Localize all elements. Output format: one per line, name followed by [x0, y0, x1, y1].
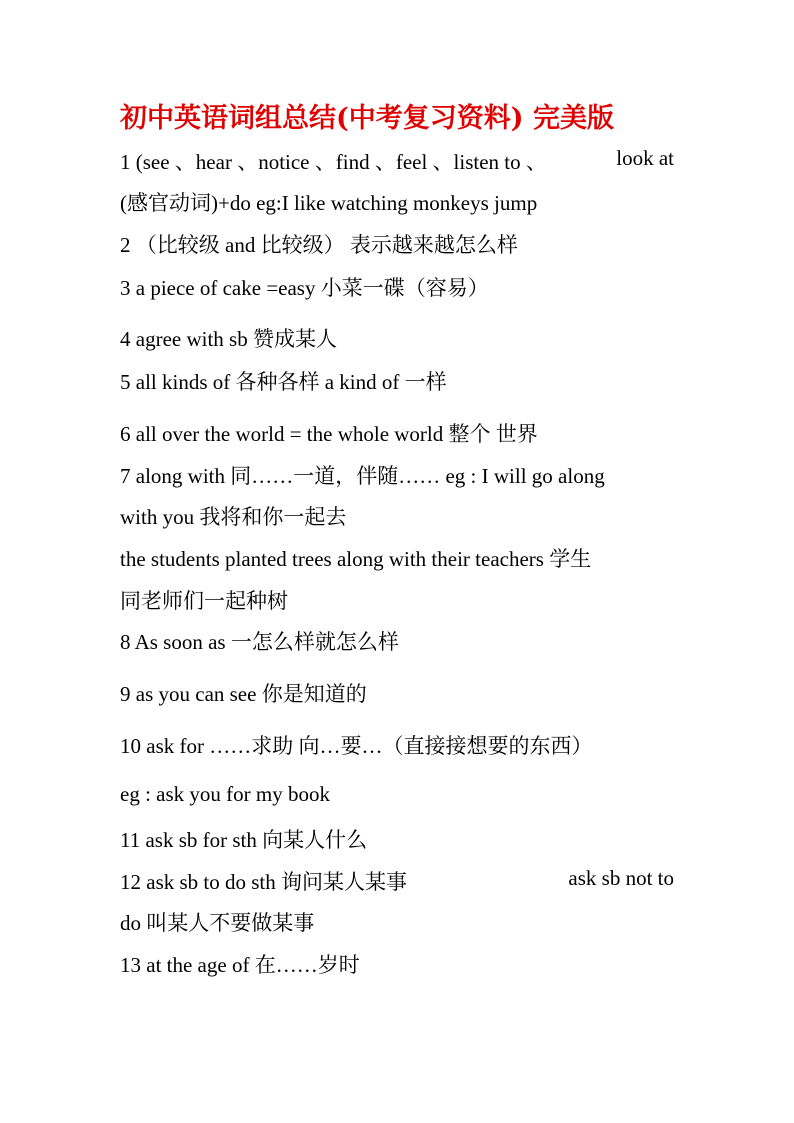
- entry-line: [120, 866, 674, 896]
- entry-text: 12 ask sb to do sth 询问某人某事: [120, 870, 408, 894]
- entry-line: 11 ask sb for sth 向某人什么: [120, 828, 368, 852]
- entry-line: 10 ask for ……求助 向…要…（直接接想要的东西）: [120, 734, 593, 758]
- entry-text-tail: ask sb not to: [568, 866, 674, 890]
- entry-line: eg : ask you for my book: [120, 782, 330, 806]
- entry-line: (感官动词)+do eg:I like watching monkeys jump: [120, 191, 538, 215]
- entry-text-tail: look at: [616, 146, 674, 170]
- entry-line: 6 all over the world = the whole world 整个 世界: [120, 422, 538, 446]
- entry-text: 1 (see 、hear 、notice 、find 、feel 、listen to 、: [120, 150, 547, 174]
- entry-line: 5 all kinds of 各种各样 a kind of 一样: [120, 370, 447, 394]
- document-title: 初中英语词组总结(中考复习资料) 完美版: [120, 103, 614, 134]
- entry-line: 13 at the age of 在……岁时: [120, 953, 360, 977]
- entry-line: 7 along with 同……一道，伴随…… eg : I will go along: [120, 464, 605, 488]
- entry-line: 同老师们一起种树: [120, 589, 288, 613]
- entry-line: do 叫某人不要做某事: [120, 911, 315, 935]
- entry-line: [120, 146, 674, 176]
- entry-line: 9 as you can see 你是知道的: [120, 682, 367, 706]
- entry-line: 4 agree with sb 赞成某人: [120, 327, 337, 351]
- entry-line: 8 As soon as 一怎么样就怎么样: [120, 630, 399, 654]
- entry-line: with you 我将和你一起去: [120, 505, 347, 529]
- entry-line: 3 a piece of cake =easy 小菜一碟（容易）: [120, 276, 489, 300]
- entry-line: the students planted trees along with their teachers 学生: [120, 547, 592, 571]
- entry-line: 2 （比较级 and 比较级） 表示越来越怎么样: [120, 233, 518, 257]
